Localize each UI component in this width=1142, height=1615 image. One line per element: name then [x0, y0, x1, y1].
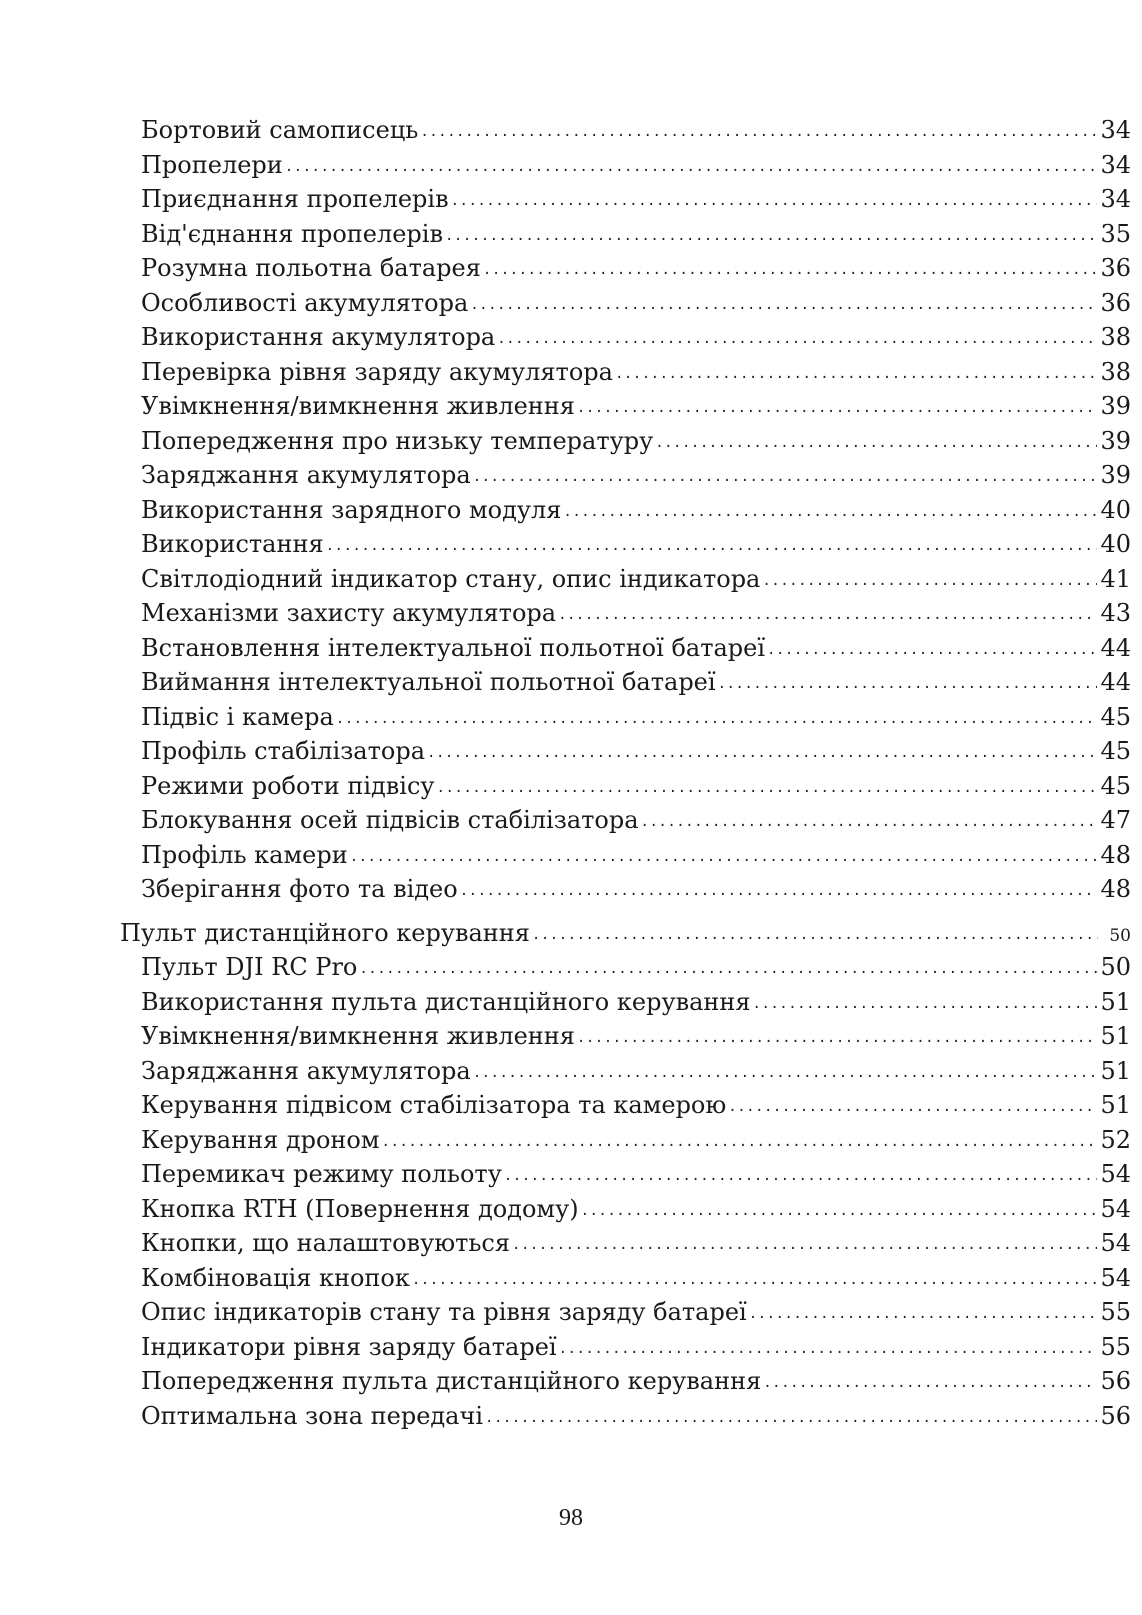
toc-entry[interactable] [120, 251, 1131, 286]
dot-leader [473, 1056, 1098, 1091]
toc-entry-title: Механізми захисту акумулятора [141, 599, 557, 627]
dot-leader [728, 1090, 1097, 1125]
toc-entry[interactable] [120, 1295, 1131, 1330]
dot-leader [445, 219, 1097, 254]
dot-leader [615, 357, 1098, 392]
toc-entry-title: Бортовий самописець [141, 116, 419, 144]
dot-leader [558, 598, 1097, 633]
toc-entry-title: Розумна польотна батарея [141, 254, 481, 282]
dot-leader [559, 1332, 1098, 1367]
toc-entry[interactable] [120, 803, 1131, 838]
dot-leader [577, 391, 1098, 426]
dot-leader [504, 1159, 1098, 1194]
toc-entry-page: 44 [1100, 668, 1131, 696]
toc-entry-title: Використання пульта дистанційного керування [141, 987, 751, 1016]
toc-entry-page: 52 [1100, 1125, 1131, 1154]
toc-entry-page: 55 [1100, 1298, 1131, 1326]
toc-entry-page: 35 [1100, 219, 1131, 248]
dot-leader [427, 736, 1097, 771]
toc-entry[interactable] [120, 562, 1131, 597]
toc-entry[interactable] [120, 700, 1131, 735]
toc-entry-page: 41 [1100, 564, 1131, 593]
toc-entry-title: Світлодіодний індикатор стану, опис індикатора [141, 564, 761, 593]
dot-leader [497, 322, 1097, 357]
toc-entry-title: Керування підвісом стабілізатора та камерою [141, 1091, 727, 1119]
toc-entry-title: Заряджання акумулятора [141, 461, 471, 489]
toc-entry-page: 39 [1100, 461, 1131, 489]
toc-entry-title: Режими роботи підвісу [141, 771, 435, 800]
dot-leader [350, 840, 1098, 875]
toc-entry-title: Індикатори рівня заряду батареї [141, 1332, 557, 1361]
dot-leader [641, 805, 1098, 840]
toc-entry-page: 45 [1100, 737, 1131, 765]
toc-entry[interactable] [120, 527, 1131, 562]
dot-leader [763, 1366, 1097, 1401]
toc-entry[interactable] [120, 950, 1131, 985]
toc-entry-title: Попередження пульта дистанційного керування [141, 1367, 762, 1395]
toc-entry[interactable] [120, 493, 1131, 528]
toc-entry[interactable] [120, 838, 1131, 873]
toc-entry-title: Зберігання фото та відео [141, 875, 458, 903]
toc-entry[interactable] [120, 1157, 1131, 1192]
toc-entry-page: 38 [1100, 323, 1131, 351]
toc-entry-page: 51 [1100, 1056, 1131, 1085]
dot-leader [359, 952, 1097, 987]
table-of-contents [120, 113, 1131, 1433]
toc-entry[interactable] [120, 182, 1131, 217]
toc-entry[interactable] [120, 1226, 1131, 1261]
toc-entry-title: Кнопка RTH (Повернення додому) [141, 1194, 579, 1223]
toc-entry-page: 51 [1100, 1022, 1131, 1050]
toc-entry-title: Керування дроном [141, 1125, 380, 1154]
toc-entry[interactable] [120, 1123, 1131, 1158]
toc-entry-page: 43 [1100, 599, 1131, 627]
dot-leader [581, 1194, 1098, 1229]
page-number: 98 [559, 1505, 583, 1531]
toc-entry-page: 44 [1100, 633, 1131, 662]
toc-entry-page: 55 [1100, 1332, 1131, 1361]
dot-leader [753, 987, 1098, 1022]
toc-entry-page: 40 [1100, 495, 1131, 524]
dot-leader [473, 460, 1098, 495]
toc-entry-title: Виймання інтелектуальної польотної батареї [141, 668, 716, 696]
toc-entry[interactable] [120, 217, 1131, 252]
toc-entry[interactable] [120, 1088, 1131, 1123]
toc-entry-page: 45 [1100, 702, 1131, 731]
dot-leader [532, 918, 1098, 953]
toc-entry-page: 34 [1100, 116, 1131, 144]
dot-leader [382, 1125, 1098, 1160]
toc-entry-page: 50 [1109, 925, 1131, 946]
dot-leader [483, 253, 1098, 288]
toc-entry[interactable] [120, 148, 1131, 183]
toc-entry-page: 54 [1100, 1160, 1131, 1188]
toc-entry-title: Профіль стабілізатора [141, 737, 426, 765]
toc-entry-page: 39 [1100, 426, 1131, 455]
toc-entry-title: Заряджання акумулятора [141, 1056, 471, 1085]
dot-leader [285, 150, 1098, 185]
toc-entry[interactable] [120, 424, 1131, 459]
toc-entry-page: 36 [1100, 254, 1131, 282]
toc-entry-title: Використання [141, 530, 324, 558]
toc-entry-title: Увімкнення/вимкнення живлення [141, 1022, 575, 1050]
toc-entry[interactable] [120, 286, 1131, 321]
toc-entry-title: Блокування осей підвісів стабілізатора [141, 806, 639, 834]
toc-entry[interactable] [120, 113, 1131, 148]
toc-entry-title: Опис індикаторів стану та рівня заряду батареї [141, 1298, 747, 1326]
toc-entry-title: Перевірка рівня заряду акумулятора [141, 357, 613, 386]
toc-entry-title: Від'єднання пропелерів [141, 219, 443, 248]
toc-entry-page: 45 [1100, 771, 1131, 800]
toc-entry-title: Перемикач режиму польоту [141, 1160, 502, 1188]
toc-entry-title: Приєднання пропелерів [141, 185, 449, 213]
toc-entry[interactable] [120, 389, 1131, 424]
toc-entry-page: 51 [1100, 987, 1131, 1016]
dot-leader [563, 495, 1097, 530]
toc-entry[interactable] [120, 985, 1131, 1020]
toc-entry[interactable] [120, 1399, 1131, 1434]
toc-entry[interactable] [120, 631, 1131, 666]
toc-entry[interactable] [120, 1019, 1131, 1054]
dot-leader [336, 702, 1098, 737]
toc-entry[interactable] [120, 596, 1131, 631]
toc-entry-page: 48 [1100, 840, 1131, 869]
toc-entry-title: Особливості акумулятора [141, 288, 469, 317]
toc-entry-page: 34 [1100, 150, 1131, 179]
dot-leader [749, 1297, 1098, 1332]
dot-leader [451, 184, 1098, 219]
toc-entry-page: 54 [1100, 1194, 1131, 1223]
toc-entry-page: 38 [1100, 357, 1131, 386]
toc-entry[interactable] [120, 1054, 1131, 1089]
toc-entry-title: Кнопки, що налаштовуються [141, 1229, 511, 1257]
dot-leader [470, 288, 1097, 323]
toc-entry[interactable] [120, 458, 1131, 493]
toc-entry-title: Використання зарядного модуля [141, 495, 562, 524]
toc-entry-page: 54 [1100, 1263, 1131, 1292]
toc-entry-title: Підвіс і камера [141, 702, 334, 731]
toc-entry-title: Пропелери [141, 150, 283, 179]
toc-entry-title: Увімкнення/вимкнення живлення [141, 392, 575, 420]
toc-entry-page: 48 [1100, 875, 1131, 903]
dot-leader [420, 115, 1097, 150]
toc-entry-page: 56 [1100, 1401, 1131, 1430]
toc-entry[interactable] [120, 665, 1131, 700]
toc-entry-title: Профіль камери [141, 840, 348, 869]
toc-entry[interactable] [120, 355, 1131, 390]
toc-entry-page: 39 [1100, 392, 1131, 420]
dot-leader [718, 667, 1098, 702]
dot-leader [412, 1263, 1098, 1298]
toc-entry-page: 47 [1100, 806, 1131, 834]
toc-entry-title: Оптимальна зона передачі [141, 1401, 484, 1430]
toc-entry[interactable] [120, 769, 1131, 804]
dot-leader [577, 1021, 1098, 1056]
toc-entry-title: Комбіновація кнопок [141, 1263, 410, 1292]
toc-entry[interactable] [120, 1330, 1131, 1365]
toc-entry[interactable] [120, 872, 1131, 907]
toc-entry[interactable] [120, 320, 1131, 355]
toc-entry-page: 34 [1100, 185, 1131, 213]
toc-entry-page: 36 [1100, 288, 1131, 317]
dot-leader [655, 426, 1097, 461]
dot-leader [767, 633, 1097, 668]
dot-leader [762, 564, 1097, 599]
toc-entry-page: 40 [1100, 530, 1131, 558]
toc-entry-title: Використання акумулятора [141, 323, 496, 351]
toc-entry-title: Пульт DJI RC Pro [141, 953, 358, 981]
dot-leader [485, 1401, 1097, 1436]
toc-entry[interactable] [120, 1192, 1131, 1227]
toc-entry-page: 54 [1100, 1229, 1131, 1257]
toc-entry-title: Попередження про низьку температуру [141, 426, 654, 455]
toc-entry[interactable] [120, 734, 1131, 769]
toc-entry-title: Пульт дистанційного керування [120, 918, 530, 947]
toc-entry-page: 51 [1100, 1091, 1131, 1119]
dot-leader [512, 1228, 1097, 1263]
toc-entry-title: Встановлення інтелектуальної польотної батареї [141, 633, 766, 662]
dot-leader [326, 529, 1098, 564]
toc-entry-page: 56 [1100, 1367, 1131, 1395]
toc-section-heading[interactable] [120, 916, 1131, 951]
dot-leader [437, 771, 1098, 806]
toc-entry-page: 50 [1100, 953, 1131, 981]
toc-entry[interactable] [120, 1261, 1131, 1296]
toc-entry[interactable] [120, 1364, 1131, 1399]
dot-leader [460, 874, 1098, 909]
